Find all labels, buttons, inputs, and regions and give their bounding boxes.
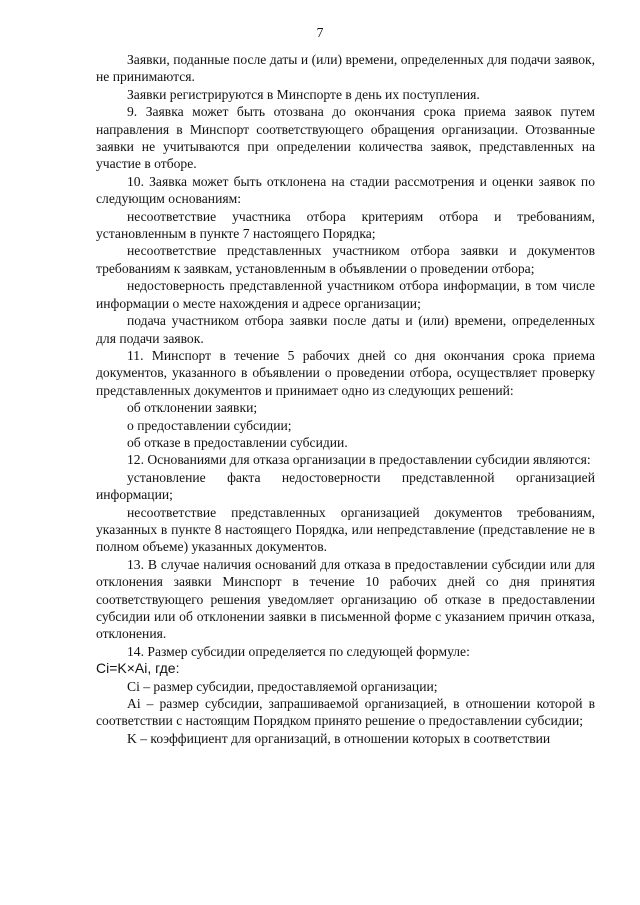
definition: K – коэффициент для организаций, в отношении которых в соответствии bbox=[127, 730, 551, 746]
paragraph: недостоверность представленной участником отбора информации, в том числе информации о месте нахождения и адресе организации; bbox=[96, 278, 595, 311]
paragraph: несоответствие участника отбора критериям отбора и требованиям, установленным в пункте 7 настоящего Порядка; bbox=[96, 208, 595, 242]
paragraph: 13. В случае наличия оснований для отказа в предоставлении субсидии или для отклонения заявки Минспорт в течение 10 рабочих дней со дня принятия соответствующего решения уведомляет организацию об отказе в предоставлении субсидии или об отклонении заявки в письменной форме с указанием причин отказа, отклонения. bbox=[96, 556, 595, 642]
paragraph: Заявки, поданные после даты и (или) времени, определенных для подачи заявок, не принимаются. bbox=[96, 52, 595, 85]
paragraph: 12. Основаниями для отказа организации в предоставлении субсидии являются: bbox=[127, 452, 591, 468]
definition: Ai – размер субсидии, запрашиваемой организацией, в отношении которой в соответствии с настоящим Порядком принято решение о предоставлении субсидии; bbox=[96, 696, 595, 729]
document-body bbox=[96, 51, 595, 747]
paragraph: об отклонении заявки; bbox=[127, 400, 258, 416]
paragraph: Заявки регистрируются в Минспорте в день их поступления. bbox=[127, 86, 480, 102]
page-number: 7 bbox=[316, 25, 324, 40]
paragraph: об отказе в предоставлении субсидии. bbox=[127, 434, 348, 450]
definition: Ci – размер субсидии, предоставляемой организации; bbox=[127, 678, 438, 694]
paragraph: о предоставлении субсидии; bbox=[127, 417, 292, 433]
paragraph: подача участником отбора заявки после даты и (или) времени, определенных для подачи заявок. bbox=[96, 313, 595, 346]
paragraph: 14. Размер субсидии определяется по следующей формуле: bbox=[127, 643, 470, 659]
paragraph: 11. Минспорт в течение 5 рабочих дней со дня окончания срока приема документов, указанного в объявлении о проведении отбора, осуществляет проверку представленных документов и принимает одно из следующих решений: bbox=[96, 347, 595, 398]
paragraph: 10. Заявка может быть отклонена на стадии рассмотрения и оценки заявок по следующим основаниям: bbox=[96, 173, 595, 207]
paragraph: несоответствие представленных организацией документов требованиям, указанных в пункте 8 настоящего Порядка, или непредставление (представление не в полном объеме) указанных документов. bbox=[96, 504, 595, 555]
paragraph: установление факта недостоверности представленной организацией информации; bbox=[96, 469, 595, 503]
paragraph: несоответствие представленных участником отбора заявки и документов требованиям к заявкам, установленным в объявлении о проведении отбора; bbox=[96, 243, 595, 276]
formula: Ci=K×Ai, где: bbox=[96, 660, 180, 677]
paragraph: 9. Заявка может быть отозвана до окончания срока приема заявок путем направления в Минспорт соответствующего обращения организации. Отозванные заявки не учитываются при определении количества заявок, представленных на участие в отборе. bbox=[96, 104, 595, 172]
